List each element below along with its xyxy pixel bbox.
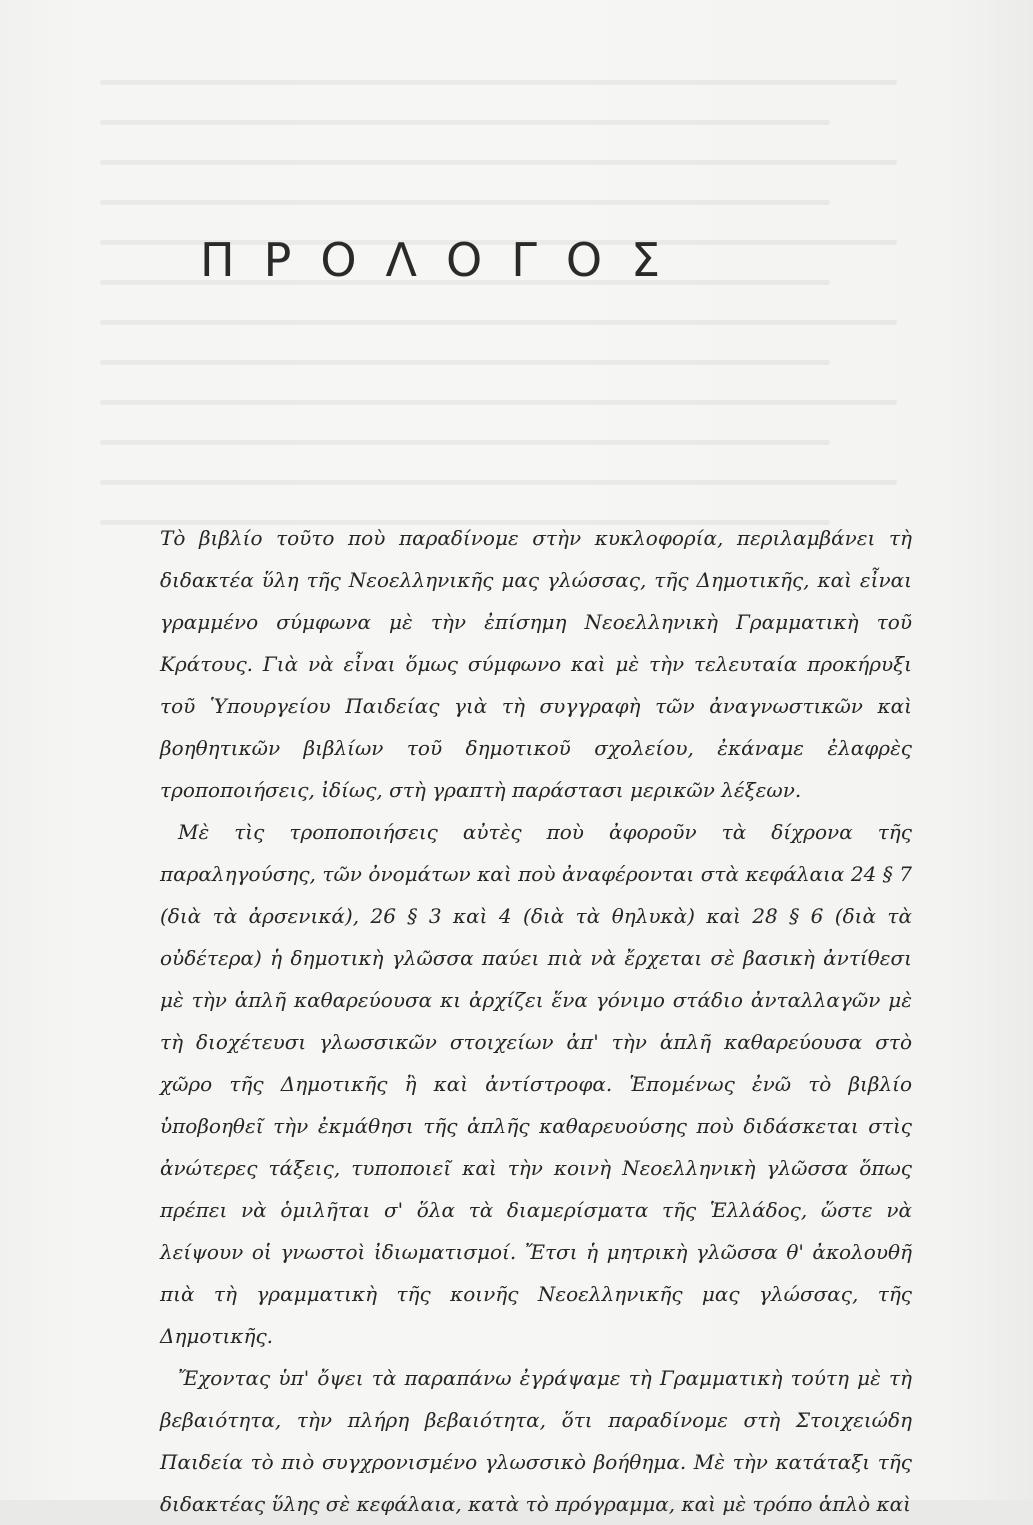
- page-title: ΠΡΟΛΟΓΟΣ: [200, 233, 690, 287]
- bleed-through-texture: [100, 80, 930, 560]
- paragraph-2: Μὲ τὶς τροποποιήσεις αὐτὲς ποὺ ἀφοροῦν τὰ δίχρονα τῆς παραληγούσης, τῶν ὀνομάτων καὶ ποὺ ἀναφέρονται στὰ κεφάλαια 24 § 7 (διὰ τὰ ἀρσενικά), 26 § 3 καὶ 4 (διὰ τὰ θηλυκὰ) καὶ 28 § 6 (διὰ τὰ οὐδέτερα) ἡ δημοτικὴ γλῶσσα παύει πιὰ νὰ ἔρχεται σὲ βασικὴ ἀντίθεσι μὲ τὴν ἁπλῆ καθαρεύουσα κι ἀρχίζει ἕνα γόνιμο στάδιο ἀνταλλαγῶν μὲ τὴ διοχέτευσι γλωσσικῶν στοιχείων ἀπ' τὴν ἁπλῆ καθαρεύουσα στὸ χῶρο τῆς Δημοτικῆς ἢ καὶ ἀντίστροφα. Ἑπομένως ἐνῶ τὸ βιβλίο ὑποβοηθεῖ τὴν ἐκμάθησι τῆς ἁπλῆς καθαρευούσης ποὺ διδάσκεται στὶς ἀνώτερες τάξεις, τυποποιεῖ καὶ τὴν κοινὴ Νεοελληνικὴ γλῶσσα ὅπως πρέπει νὰ ὁμιλῆται σ' ὅλα τὰ διαμερίσματα τῆς Ἑλλάδος, ὥστε νὰ λείψουν οἱ γνωστοὶ ἰδιωματισμοί. Ἔτσι ἡ μητρικὴ γλῶσσα θ' ἀκολουθῆ πιὰ τὴ γραμματικὴ τῆς κοινῆς Νεοελληνικῆς μας γλώσσας, τῆς Δημοτικῆς.: [160, 820, 912, 1348]
- paragraph-1: Τὸ βιβλίο τοῦτο ποὺ παραδίνομε στὴν κυκλοφορία, περιλαμβάνει τὴ διδακτέα ὕλη τῆς Νεοελληνικῆς μας γλώσσας, τῆς Δημοτικῆς, καὶ εἶναι γραμμένο σύμφωνα μὲ τὴν ἐπίσημη Νεοελληνικὴ Γραμματικὴ τοῦ Κράτους. Γιὰ νὰ εἶναι ὅμως σύμφωνο καὶ μὲ τὴν τελευταία προκήρυξι τοῦ Ὑπουργείου Παιδείας γιὰ τὴ συγγραφὴ τῶν ἀναγνωστικῶν καὶ βοηθητικῶν βιβλίων τοῦ δημοτικοῦ σχολείου, ἐκάναμε ἐλαφρὲς τροποποιήσεις, ἰδίως, στὴ γραπτὴ παράστασι μερικῶν λέξεων.: [160, 526, 912, 802]
- preface-body: [160, 517, 912, 1525]
- paragraph-3: Ἔχοντας ὑπ' ὄψει τὰ παραπάνω ἐγράψαμε τὴ Γραμματικὴ τούτη μὲ τὴ βεβαιότητα, τὴν πλήρη βεβαιότητα, ὅτι παραδίνομε στὴ Στοιχειώδη Παιδεία τὸ πιὸ συγχρονισμένο γλωσσικὸ βοήθημα. Μὲ τὴν κατάταξι τῆς διδακτέας ὕλης σὲ κεφάλαια, κατὰ τὸ πρόγραμμα, καὶ μὲ τρόπο ἁπλὸ καὶ: [160, 1366, 912, 1516]
